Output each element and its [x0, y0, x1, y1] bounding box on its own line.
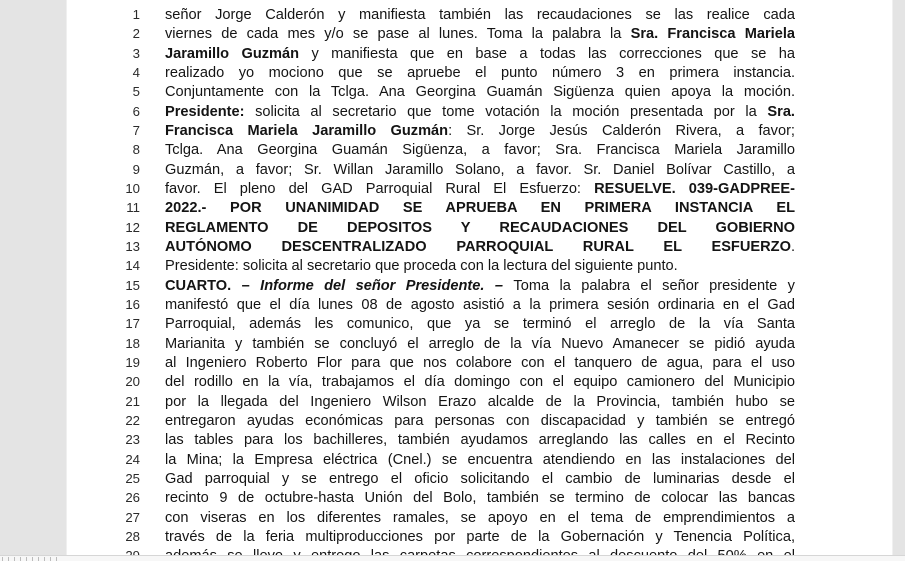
line-number: 15	[125, 277, 140, 293]
text-run: Presidente:	[165, 103, 245, 120]
text-run: manifestó que el día lunes 08 de agosto asistió a la primera sesión ordinaria en el Gad	[165, 296, 795, 313]
text-run: Presidente: solicita al secretario que proceda con la lectura del siguiente punto.	[165, 258, 678, 275]
line-text[interactable]	[165, 103, 795, 121]
text-run: Conjuntamente con la Tclga. Ana Georgina Guamán Sigüenza quien apoya la moción.	[165, 84, 795, 101]
line-number: 11	[126, 200, 140, 216]
document-page[interactable]	[66, 0, 893, 561]
line-number: 3	[132, 45, 140, 61]
line-number: 13	[125, 238, 140, 254]
line-text[interactable]	[165, 6, 795, 24]
line-text[interactable]	[165, 431, 795, 449]
line-text[interactable]	[165, 354, 795, 372]
status-text-fragment	[2, 557, 60, 561]
document-line	[67, 295, 892, 314]
line-text[interactable]	[165, 83, 795, 101]
document-line	[67, 82, 892, 101]
line-number: 10	[125, 180, 140, 196]
document-line	[67, 314, 892, 333]
line-text[interactable]	[165, 509, 795, 527]
line-number: 12	[125, 219, 140, 235]
document-line	[67, 276, 892, 295]
text-run: 2022.- POR UNANIMIDAD SE APRUEBA EN PRIMERA INSTANCIA EL	[165, 200, 795, 217]
line-text[interactable]	[165, 45, 795, 63]
document-line	[67, 102, 892, 121]
document-line	[67, 488, 892, 507]
line-number: 4	[132, 64, 140, 80]
text-run: Francisca Mariela Jaramillo Guzmán	[165, 122, 449, 139]
document-line	[67, 256, 892, 275]
line-number: 14	[125, 258, 140, 274]
status-bar	[0, 555, 905, 561]
document-line	[67, 469, 892, 488]
line-text[interactable]	[165, 277, 795, 295]
document-line	[67, 237, 892, 256]
text-run: Jaramillo Guzmán	[165, 45, 300, 62]
line-number: 16	[125, 296, 140, 312]
line-number: 24	[125, 451, 140, 467]
line-text[interactable]	[165, 393, 795, 411]
document-line	[67, 527, 892, 546]
line-text[interactable]	[165, 219, 795, 237]
text-run: : Sr. Jorge Jesús Calderón Rivera, a favor;	[448, 122, 795, 139]
document-line	[67, 198, 892, 217]
line-text[interactable]	[165, 122, 795, 140]
text-run: señor Jorge Calderón y manifiesta también las recaudaciones se las realice cada	[165, 7, 795, 23]
line-text[interactable]	[165, 315, 795, 333]
line-number: 6	[132, 103, 140, 119]
line-number: 28	[125, 528, 140, 544]
line-text[interactable]	[165, 335, 795, 353]
document-line	[67, 179, 892, 198]
document-line	[67, 392, 892, 411]
line-text[interactable]	[165, 141, 795, 159]
line-number: 27	[125, 509, 140, 525]
text-run: Toma la palabra el señor presidente y	[513, 277, 795, 294]
text-run: Parroquial, además les comunico, que ya se terminó el arreglo de la vía Santa	[165, 316, 795, 333]
line-text[interactable]	[165, 528, 795, 546]
document-line	[67, 450, 892, 469]
line-text[interactable]	[165, 199, 795, 217]
line-text[interactable]	[165, 25, 795, 43]
text-run: .	[790, 238, 795, 255]
text-run: Tclga. Ana Georgina Guamán Sigüenza, a favor; Sra. Francisca Mariela Jaramillo	[165, 142, 795, 159]
text-run: favor. El pleno del GAD Parroquial Rural El Esfuerzo:	[165, 180, 595, 197]
text-run: entregaron ayudas económicas para personas con discapacidad y también se entregó	[165, 412, 795, 429]
document-line	[67, 334, 892, 353]
document-line	[67, 411, 892, 430]
document-line	[67, 160, 892, 179]
text-run: realizado yo mociono que se apruebe el punto número 3 en primera instancia.	[165, 64, 795, 81]
text-run: Sra.	[767, 103, 795, 120]
text-run: al Ingeniero Roberto Flor para que nos colabore con el tanquero de agua, para el uso	[165, 354, 795, 371]
document-line	[67, 372, 892, 391]
document-line	[67, 5, 892, 24]
text-run: con viseras en los diferentes ramales, se apoyo en el tema de emprendimientos a	[165, 509, 795, 526]
text-run: Informe del señor Presidente. –	[260, 277, 514, 294]
line-number: 8	[132, 142, 140, 158]
text-run: las tables para los bachilleres, también ayudamos arreglando las calles en el Recinto	[165, 432, 795, 449]
text-run: Guzmán, a favor; Sr. Willan Jaramillo Solano, a favor. Sr. Daniel Bolívar Castillo, a	[165, 161, 795, 178]
line-text[interactable]	[165, 470, 795, 488]
line-text[interactable]	[165, 161, 795, 179]
line-text[interactable]	[165, 257, 795, 275]
document-line	[67, 121, 892, 140]
document-text-area	[67, 5, 892, 561]
text-run: AUTÓNOMO DESCENTRALIZADO PARROQUIAL RURAL EL ESFUERZO	[165, 238, 791, 255]
text-run: Marianita y también se concluyó el arreglo de la vía Nuevo Amanecer se pidió ayuda	[165, 335, 795, 352]
text-run: viernes de cada mes y/o se pase al lunes. Toma la palabra la	[165, 26, 631, 43]
line-text[interactable]	[165, 412, 795, 430]
document-line	[67, 24, 892, 43]
line-text[interactable]	[165, 373, 795, 391]
line-number: 19	[125, 354, 140, 370]
document-line	[67, 44, 892, 63]
line-text[interactable]	[165, 489, 795, 507]
text-run: del rodillo en la vía, trabajamos el día domingo con el equipo camionero del Municipio	[165, 374, 795, 391]
line-number: 5	[132, 84, 140, 100]
line-number: 2	[132, 26, 140, 42]
line-number: 21	[125, 393, 140, 409]
line-text[interactable]	[165, 451, 795, 469]
document-line	[67, 353, 892, 372]
text-run: por la llegada del Ingeniero Wilson Erazo alcalde de la Provincia, también hubo se	[165, 393, 795, 410]
line-number: 9	[132, 161, 140, 177]
line-number: 26	[125, 490, 140, 506]
text-run: la Mina; la Empresa eléctrica (Cnel.) se encuentra atendiendo en las instalaciones del	[165, 451, 795, 468]
line-text[interactable]	[165, 180, 795, 198]
text-run: y manifiesta que en base a todas las correcciones que se ha	[299, 45, 795, 62]
line-text[interactable]	[165, 238, 795, 256]
line-number: 17	[125, 316, 140, 332]
line-number: 25	[125, 470, 140, 486]
text-run: solicita al secretario que tome votación la moción presentada por la	[244, 103, 768, 120]
document-line	[67, 508, 892, 527]
line-text[interactable]	[165, 64, 795, 82]
document-line	[67, 140, 892, 159]
line-number: 1	[132, 7, 140, 22]
line-text[interactable]	[165, 296, 795, 314]
text-run: Gad parroquial y se entrego el oficio solicitando el cambio de luminarias desde el	[165, 470, 795, 487]
line-number: 23	[125, 432, 140, 448]
line-number: 7	[132, 122, 140, 138]
document-line	[67, 218, 892, 237]
text-run: Sra. Francisca Mariela	[630, 26, 795, 43]
line-number: 20	[125, 374, 140, 390]
line-number: 22	[125, 412, 140, 428]
document-line	[67, 430, 892, 449]
document-line	[67, 63, 892, 82]
text-run: recinto 9 de octubre-hasta Unión del Bolo, también se termino de colocar las bancas	[165, 490, 795, 507]
text-run: través de la feria multiproducciones por parte de la Gobernación y Tenencia Política,	[165, 528, 795, 545]
text-run: RESUELVE. 039-GADPREE-	[594, 180, 795, 197]
text-run: CUARTO. –	[165, 277, 261, 294]
text-run: REGLAMENTO DE DEPOSITOS Y RECAUDACIONES DEL GOBIERNO	[165, 219, 795, 236]
line-number: 18	[125, 335, 140, 351]
